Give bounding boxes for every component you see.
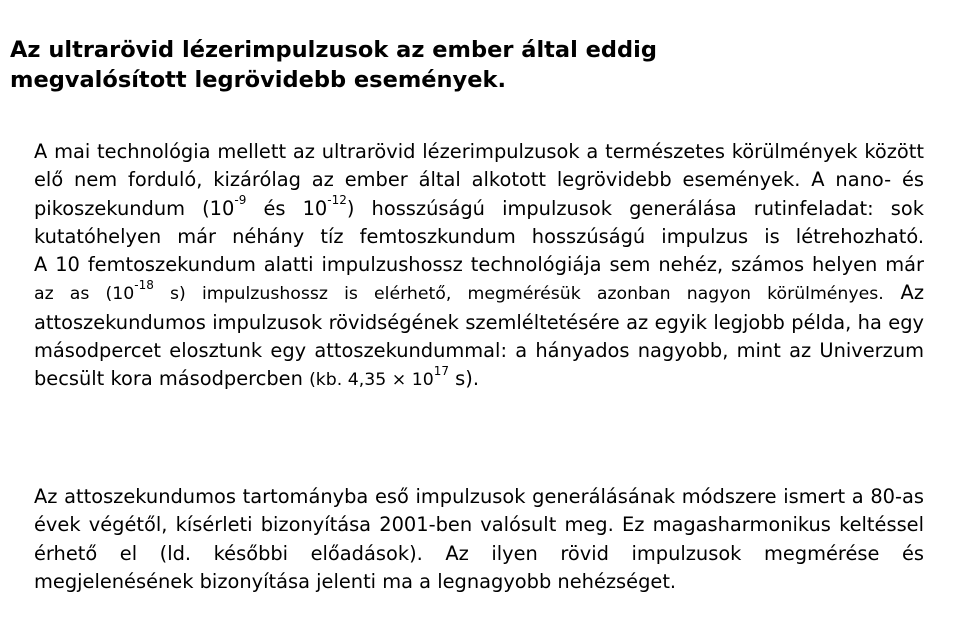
paragraph-2-small-c: (kb. 4,35 × 10 (309, 370, 434, 391)
slide-title-line-2: megvalósított legrövidebb események. (10, 67, 506, 93)
exponent-piko: -12 (327, 193, 347, 208)
paragraph-2-small-b: s) impulzushossz is elérhető, megmérésük azonban nagyon körülményes. (153, 284, 884, 305)
main-text-block (34, 138, 924, 395)
paragraph-technology (34, 138, 924, 251)
paragraph-2-small-a: az as (10 (34, 284, 135, 305)
paragraph-2-text-a: A 10 femtoszekundum alatti impulzushossz technológiája sem nehéz, számos helyen már (34, 253, 924, 277)
exponent-atto: -18 (134, 278, 154, 293)
paragraph-2-text-b: Az attoszekundumos impulzusok rövidségének szemléltetésére az egyik legjobb példa, ha egy másodpercet elosztunk egy attoszekundummal: a hányados nagyobb, mint az Univerzum becsült kora másodpercben (34, 281, 924, 391)
paragraph-2-small-d: s). (448, 367, 479, 391)
paragraph-generation-history: Az attoszekundumos tartományba eső impulzusok generálásának módszere ismert a 80-as évek végétől, kísérleti bizonyítása 2001-ben valósult meg. Ez magasharmonikus keltéssel érhető el (ld. későbbi előadások). Az ilyen rövid impulzusok megmérése és megjelenésének bizonyítása jelenti ma a legnagyobb nehézséget. (34, 485, 924, 593)
secondary-text-block (34, 483, 924, 596)
exponent-universe-age: 17 (433, 363, 449, 378)
paragraph-1-text-c: ) hosszúságú impulzusok generálása rutinfeladat: sok kutatóhelyen már néhány tíz femtoszkundum hosszúságú impulzus is létrehozható. (34, 196, 924, 248)
slide-title (10, 35, 910, 95)
paragraph-attosecond-example (34, 251, 924, 394)
slide-title-line-1: Az ultrarövid lézerimpulzusok az ember által eddig (10, 37, 657, 63)
paragraph-1-text-b: és 10 (246, 196, 328, 220)
paragraph-1-text-a: A mai technológia mellett az ultrarövid lézerimpulzusok a természetes körülmények között elő nem forduló, kizárólag az ember által alkotott legrövidebb események. A nano- és pikoszekundum (10 (34, 140, 924, 220)
exponent-nano: -9 (234, 193, 247, 208)
